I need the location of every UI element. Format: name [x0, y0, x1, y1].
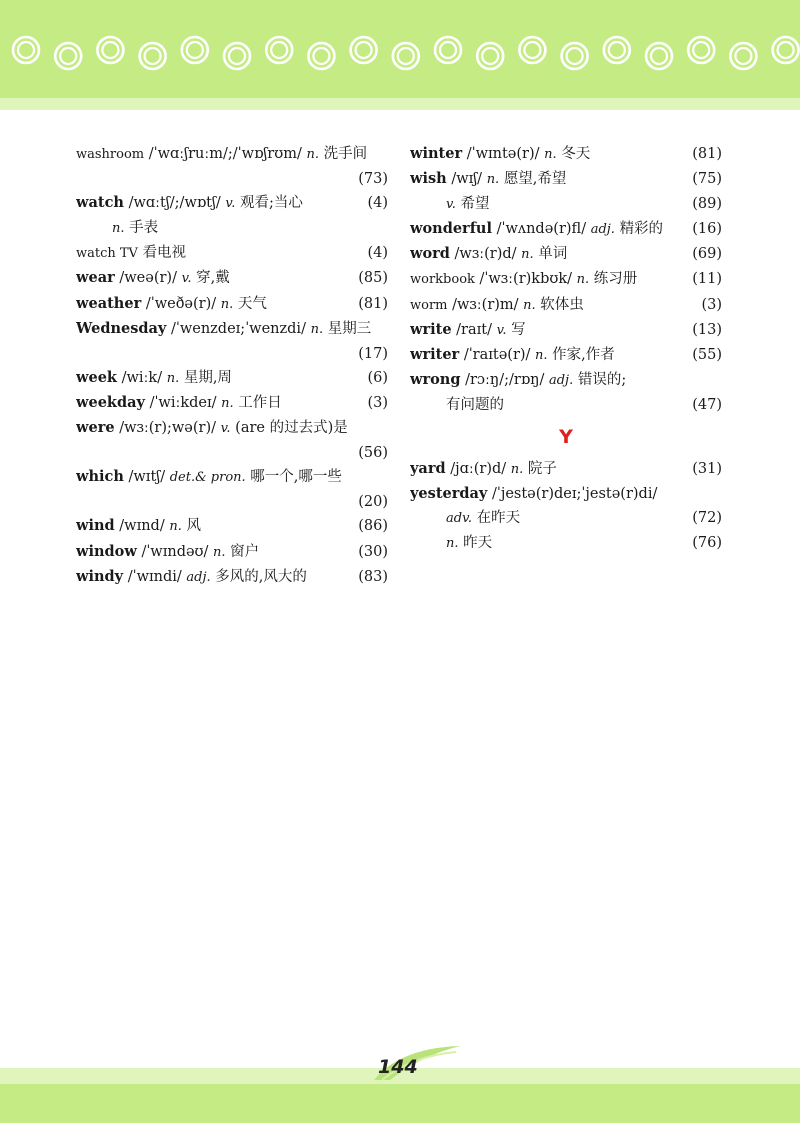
headword: wear — [76, 269, 115, 287]
ring-icon — [224, 43, 250, 69]
meaning: 窗户 — [230, 543, 260, 560]
part-of-speech: n. — [535, 347, 548, 363]
page-ref: (30) — [358, 543, 388, 560]
ring-icon — [351, 37, 377, 63]
footer-band — [0, 1084, 800, 1123]
ring-icon — [13, 37, 39, 63]
page-ref: (81) — [358, 295, 388, 312]
meaning: 院子 — [527, 461, 557, 478]
part-of-speech: v. — [225, 196, 236, 212]
phonetic: /wɜː(r)d/ — [454, 246, 517, 263]
ring-icon — [604, 37, 630, 63]
glossary-entry — [76, 292, 388, 317]
headword: yesterday — [410, 485, 488, 503]
meaning: 练习册 — [593, 271, 638, 288]
headword: winter — [410, 145, 463, 162]
meaning: 单词 — [538, 246, 568, 263]
glossary-entry — [410, 167, 722, 217]
glossary-entry — [410, 318, 722, 343]
page-ref: (89) — [692, 196, 722, 213]
headword: worm — [410, 297, 448, 313]
glossary-entry — [76, 266, 388, 291]
phonetic: /ˈwɪntə(r)/ — [466, 146, 540, 162]
page-ref: (75) — [692, 171, 722, 188]
part-of-speech: n. — [521, 247, 534, 263]
ring-icon — [393, 43, 419, 69]
meaning: 精彩的 — [619, 221, 664, 238]
headword: wind — [76, 517, 115, 535]
ring-icon — [773, 37, 799, 63]
headword: watch — [76, 194, 124, 212]
part-of-speech: n. — [486, 172, 500, 188]
part-of-speech: adj. — [186, 569, 211, 585]
page-ref: (73) — [358, 171, 388, 188]
meaning: 穿,戴 — [196, 270, 230, 287]
glossary-entry — [76, 540, 388, 565]
meaning: 看电视 — [142, 245, 187, 262]
headword: write — [410, 320, 452, 338]
glossary-entry — [76, 565, 388, 590]
meaning: (are 的过去式)是 — [235, 420, 348, 437]
ring-icon — [140, 43, 166, 69]
meaning: 冬天 — [561, 146, 591, 162]
part-of-speech: n. — [576, 272, 590, 288]
part-of-speech: adj. — [590, 222, 615, 238]
phonetic: /wɑːtʃ/;/wɒtʃ/ — [128, 195, 221, 212]
glossary-entry — [76, 142, 388, 191]
meaning: 风 — [186, 518, 201, 535]
page-ref: (76) — [692, 535, 722, 552]
headword: weather — [76, 294, 142, 312]
page-number-badge — [360, 1040, 480, 1084]
glossary-entry — [410, 482, 722, 556]
glossary-entry — [410, 267, 722, 292]
glossary-column-left — [76, 142, 388, 590]
phonetic: /raɪt/ — [456, 321, 492, 338]
part-of-speech: adj. — [548, 372, 574, 388]
page-ref: (3) — [701, 296, 722, 313]
ring-icon — [266, 37, 292, 63]
ring-icon — [688, 37, 714, 63]
headword: writer — [410, 345, 460, 363]
headword: which — [76, 468, 124, 486]
phonetic: /ˈjestə(r)deɪ;ˈjestə(r)di/ — [491, 486, 658, 503]
glossary-entry — [410, 242, 722, 267]
page-ref: (85) — [358, 270, 388, 287]
part-of-speech: v. — [446, 197, 456, 213]
ring-icon — [55, 43, 81, 69]
page-number: 144 — [378, 1056, 418, 1078]
page-ref: (55) — [692, 346, 722, 363]
headword: window — [76, 542, 137, 560]
part-of-speech: n. — [213, 544, 226, 560]
meaning: 作家,作者 — [552, 346, 615, 363]
meaning: 工作日 — [238, 394, 282, 411]
meaning: 多风的,风大的 — [215, 568, 307, 585]
meaning: 手表 — [129, 220, 159, 237]
part-of-speech: n. — [306, 147, 319, 162]
page-ref: (31) — [692, 461, 722, 478]
headword: wrong — [410, 370, 461, 388]
page-ref: (3) — [367, 394, 388, 411]
part-of-speech: n. — [523, 297, 536, 313]
glossary-column-right — [410, 142, 722, 556]
part-of-speech: n. — [446, 536, 459, 552]
glossary-entry — [76, 514, 388, 539]
part-of-speech: adv. — [446, 511, 473, 527]
phonetic: /wiːk/ — [121, 369, 163, 386]
phonetic: /wɜː(r);wə(r)/ — [119, 420, 217, 437]
meaning: 哪一个,哪一些 — [250, 469, 342, 486]
part-of-speech: n. — [112, 221, 125, 237]
page-ref: (72) — [692, 510, 722, 527]
headword: wish — [410, 170, 447, 188]
phonetic: /wɜː(r)m/ — [452, 296, 519, 313]
part-of-speech: det.& pron. — [169, 470, 246, 486]
headword: were — [76, 419, 115, 437]
page-ref: (6) — [367, 369, 388, 386]
phonetic: /ˈwɪndəʊ/ — [141, 543, 209, 560]
ring-icon — [477, 43, 503, 69]
meaning: 观看;当心 — [239, 195, 303, 212]
page-ref: (13) — [692, 321, 722, 338]
page-ref: (17) — [358, 345, 388, 362]
phonetic: /ˈraɪtə(r)/ — [463, 346, 531, 363]
part-of-speech: n. — [220, 296, 234, 312]
page-ref: (81) — [692, 146, 722, 162]
page-ref: (83) — [358, 568, 388, 585]
header-rings — [0, 0, 800, 110]
part-of-speech: n. — [166, 370, 180, 386]
glossary-entry — [76, 191, 388, 241]
section-w-entries — [410, 142, 722, 417]
headword: windy — [76, 567, 124, 585]
page-ref: (56) — [358, 445, 388, 462]
ring-icon — [435, 37, 461, 63]
phonetic: /jɑː(r)d/ — [450, 461, 507, 478]
glossary-entry — [76, 317, 388, 366]
meaning: 洗手间 — [323, 146, 368, 162]
headword: Wednesday — [76, 319, 167, 337]
glossary-entry — [76, 366, 388, 391]
headword: weekday — [76, 393, 145, 411]
page-ref: (86) — [358, 518, 388, 535]
phonetic: /wɪnd/ — [119, 518, 165, 535]
page-ref: (4) — [367, 245, 388, 262]
meaning: 愿望,希望 — [503, 171, 567, 188]
headword: wonderful — [410, 220, 492, 238]
glossary-entry — [410, 142, 722, 167]
ring-icon — [646, 43, 672, 69]
ring-icon — [730, 43, 756, 69]
part-of-speech: v. — [220, 421, 231, 437]
phonetic: /ˈwɜː(r)kbʊk/ — [479, 271, 573, 288]
glossary-entry — [76, 241, 388, 266]
meaning: 希望 — [460, 196, 490, 213]
part-of-speech: n. — [169, 519, 182, 535]
section-y-entries — [410, 457, 722, 556]
page-ref: (4) — [367, 195, 388, 212]
page-ref: (47) — [692, 396, 722, 413]
meaning: 软体虫 — [540, 296, 584, 313]
meaning: 昨天 — [463, 535, 493, 552]
meaning: 写 — [511, 321, 526, 338]
page-ref: (20) — [358, 494, 388, 511]
part-of-speech: n. — [510, 462, 524, 478]
part-of-speech: n. — [310, 321, 324, 337]
page-ref: (69) — [692, 246, 722, 263]
meaning: 星期,周 — [183, 369, 232, 386]
phonetic: /weə(r)/ — [119, 270, 177, 287]
ring-icon — [308, 43, 334, 69]
glossary-entry — [410, 343, 722, 368]
headword: yard — [410, 460, 446, 478]
phonetic: /ˈwenzdeɪ;ˈwenzdi/ — [170, 320, 306, 337]
meaning: 错误的; — [577, 371, 627, 388]
glossary-entry — [76, 391, 388, 416]
glossary-entry — [410, 457, 722, 482]
headword: workbook — [410, 272, 475, 288]
part-of-speech: n. — [221, 395, 234, 411]
phonetic: /wɪtʃ/ — [128, 469, 166, 486]
headword: word — [410, 245, 450, 263]
headword: week — [76, 368, 117, 386]
page-ref: (11) — [692, 271, 722, 288]
headword: watch TV — [76, 246, 138, 262]
meaning: 天气 — [237, 295, 267, 312]
phonetic: /rɔːŋ/;/rɒŋ/ — [465, 371, 545, 388]
headword: washroom — [76, 147, 145, 162]
part-of-speech: v. — [181, 271, 192, 287]
glossary-entry — [410, 293, 722, 318]
phonetic: /ˈweðə(r)/ — [145, 295, 217, 312]
part-of-speech: v. — [496, 322, 507, 338]
phonetic: /ˈwɪndi/ — [127, 568, 182, 585]
phonetic: /ˈwiːkdeɪ/ — [149, 394, 217, 411]
part-of-speech: n. — [544, 147, 557, 162]
meaning: 有问题的 — [446, 396, 504, 413]
phonetic: /wɪʃ/ — [451, 171, 483, 188]
glossary-entry — [410, 368, 722, 417]
ring-icon — [562, 43, 588, 69]
phonetic: /ˈwʌndə(r)fl/ — [496, 221, 587, 238]
meaning: 星期三 — [327, 320, 372, 337]
ring-icon — [182, 37, 208, 63]
glossary-entry — [410, 217, 722, 242]
section-letter-y: Y — [559, 426, 573, 449]
phonetic: /ˈwɑːʃruːm/;/ˈwɒʃrʊm/ — [148, 146, 302, 162]
ring-icon — [97, 37, 123, 63]
glossary-entry — [76, 416, 388, 465]
glossary-entry — [76, 465, 388, 514]
meaning: 在昨天 — [476, 510, 521, 527]
page-ref: (16) — [692, 221, 722, 238]
ring-icon — [519, 37, 545, 63]
